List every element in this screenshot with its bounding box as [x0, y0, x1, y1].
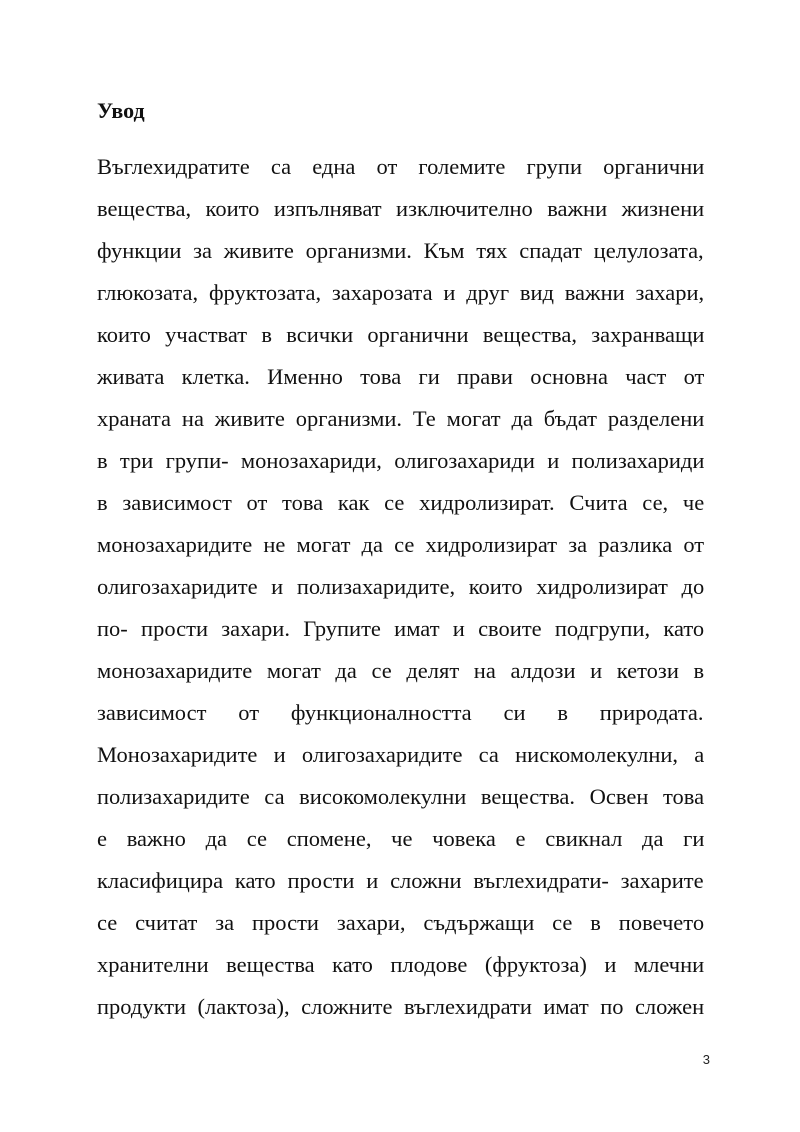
text-line: по- прости захари. Групите имат и своите подгрупи, като	[97, 616, 705, 641]
text-line: полизахаридите са високомолекулни вещества. Освен това	[97, 784, 705, 809]
section-heading: Увод	[97, 98, 145, 123]
text-line: глюкозата, фруктозата, захарозата и друг вид важни захари,	[97, 280, 705, 305]
body-paragraph	[97, 146, 704, 1028]
text-line: в три групи- монозахариди, олигозахариди и полизахариди	[97, 448, 705, 473]
text-line: вещества, които изпълняват изключително важни жизнени	[97, 196, 705, 221]
text-line: храната на живите организми. Те могат да бъдат разделени	[97, 406, 705, 431]
text-line: зависимост от функционалността си в природата.	[97, 700, 704, 725]
text-line: които участват в всички органични вещества, захранващи	[97, 322, 705, 347]
text-line: хранителни вещества като плодове (фруктоза) и млечни	[97, 952, 705, 977]
text-line: живата клетка. Именно това ги прави основна част от	[97, 364, 705, 389]
text-line: монозахаридите могат да се делят на алдози и кетози в	[97, 658, 705, 683]
text-line: продукти (лактоза), сложните въглехидрати имат по сложен	[97, 994, 705, 1019]
text-line: Въглехидратите са една от големите групи органични	[97, 154, 705, 179]
text-line: функции за живите организми. Към тях спадат целулозата,	[97, 238, 704, 263]
text-line: се считат за прости захари, съдържащи се в повечето	[97, 910, 705, 935]
text-line: в зависимост от това как се хидролизират. Счита се, че	[97, 490, 705, 515]
text-line: олигозахаридите и полизахаридите, които хидролизират до	[97, 574, 705, 599]
text-line: Монозахаридите и олигозахаридите са нискомолекулни, а	[97, 742, 705, 767]
page-number: 3	[702, 1052, 710, 1067]
text-line: класифицира като прости и сложни въглехидрати- захарите	[97, 868, 704, 893]
text-line: монозахаридите не могат да се хидролизират за разлика от	[97, 532, 705, 557]
text-line: е важно да се спомене, че човека е свикнал да ги	[97, 826, 705, 851]
